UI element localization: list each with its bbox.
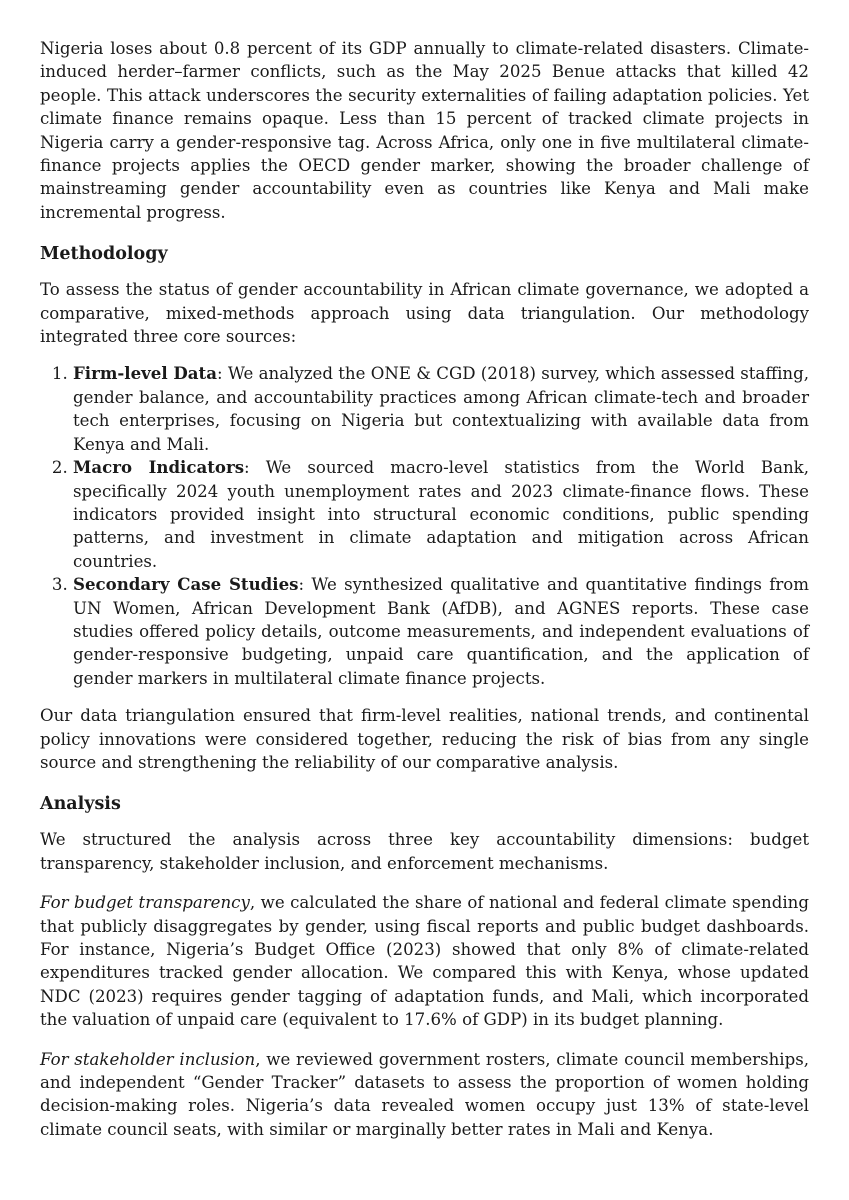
stakeholder-inclusion-lead: For stakeholder inclusion	[40, 1049, 256, 1069]
list-item-text: : We sourced macro-level statistics from the World Bank, specifically 2024 youth unemployment rates and 2023 climate-finance flows. These indicators provided insight into structural economic conditions, public spending patterns, and investment in climate adaptation and mitigation across African countries.	[73, 458, 809, 571]
list-item-title: Secondary Case Studies	[73, 574, 299, 595]
methodology-heading: Methodology	[40, 244, 168, 265]
analysis-intro-paragraph: We structured the analysis across three key accountability dimensions: budget transparency, stakeholder inclusion, and enforcement mechanisms.	[40, 830, 809, 873]
list-item-text: : We analyzed the ONE & CGD (2018) survey, which assessed staffing, gender balance, and accountability practices among African climate-tech and broader tech enterprises, focusing on Nigeria but contextualizing with available data from Kenya and Mali.	[73, 364, 810, 454]
list-item	[73, 362, 809, 456]
triangulation-paragraph: Our data triangulation ensured that firm-level realities, national trends, and continental policy innovations were considered together, reducing the risk of bias from any single source and strengthening the reliability of our comparative analysis.	[40, 706, 809, 772]
list-item-title: Macro Indicators	[73, 457, 245, 478]
list-item-text: : We synthesized qualitative and quantitative findings from UN Women, African Development Bank (AfDB), and AGNES reports. These case studies offered policy details, outcome measurements, and independent evaluations of gender-responsive budgeting, unpaid care quantification, and the application of gender markers in multilateral climate finance projects.	[73, 575, 809, 688]
stakeholder-inclusion-paragraph	[40, 1048, 809, 1142]
list-item	[73, 456, 809, 573]
sources-list	[40, 362, 809, 690]
budget-transparency-text: , we calculated the share of national and federal climate spending that publicly disaggregates by gender, using fiscal reports and public budget dashboards. For instance, Nigeria’s Budget Office (2023) showed that only 8% of climate-related expenditures tracked gender allocation. We compared this with Kenya, whose updated NDC (2023) requires gender tagging of adaptation funds, and Mali, which incorporated the valuation of unpaid care (equivalent to 17.6% of GDP) in its budget planning.	[40, 893, 809, 1030]
analysis-heading: Analysis	[40, 794, 121, 815]
stakeholder-inclusion-text: , we reviewed government rosters, climate council memberships, and independent “Gender Tracker” datasets to assess the proportion of women holding decision-making roles. Nigeria’s data revealed women occupy just 13% of state-level climate council seats, with similar or marginally better rates in Mali and Kenya.	[40, 1049, 809, 1139]
methodology-intro-paragraph: To assess the status of gender accountability in African climate governance, we adopted a comparative, mixed-methods approach using data triangulation. Our methodology integrated three core sources:	[40, 280, 809, 347]
budget-transparency-paragraph	[40, 891, 809, 1031]
list-item-title: Firm-level Data	[73, 363, 217, 384]
budget-transparency-lead: For budget transparency	[40, 893, 250, 913]
intro-paragraph: Nigeria loses about 0.8 percent of its GDP annually to climate-related disasters. Climate-induced herder–farmer conflicts, such as the May 2025 Benue attacks that killed 42 people. This attack underscores the security externalities of failing adaptation policies. Yet climate finance remains opaque. Less than 15 percent of tracked climate projects in Nigeria carry a gender-responsive tag. Across Africa, only one in five multilateral climate-finance projects applies the OECD gender marker, showing the broader challenge of mainstreaming gender accountability even as countries like Kenya and Mali make incremental progress.	[40, 39, 809, 222]
list-item	[73, 573, 809, 690]
